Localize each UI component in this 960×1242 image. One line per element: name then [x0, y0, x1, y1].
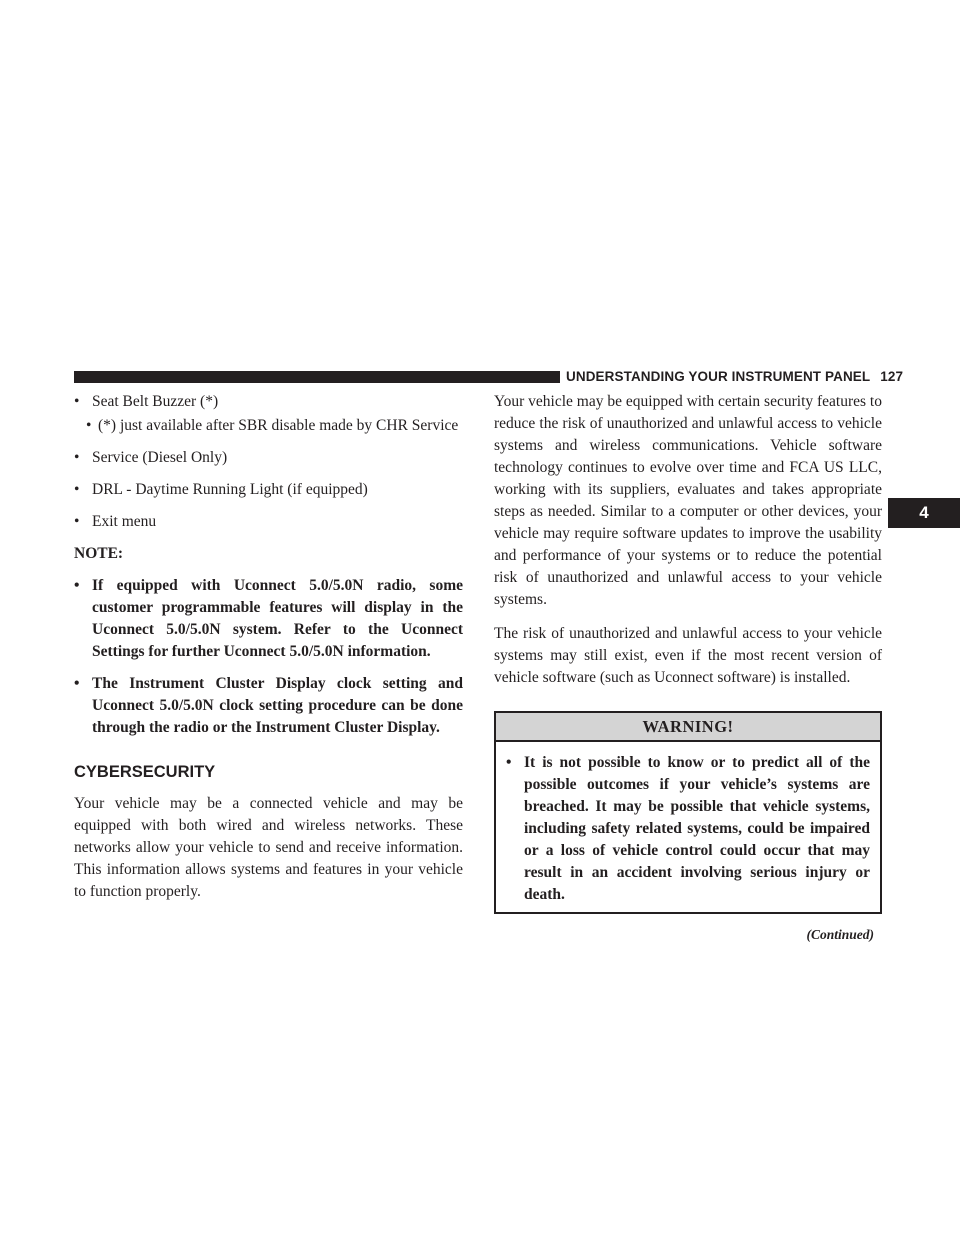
chapter-tab: 4 — [888, 498, 960, 528]
sub-list-item: • (*) just available after SBR disable made by CHR Service — [88, 415, 463, 437]
running-header — [566, 368, 903, 386]
continued-label: (Continued) — [806, 927, 874, 942]
note-label: NOTE: — [74, 545, 124, 562]
list-item: • Exit menu — [74, 511, 463, 533]
paragraph: Your vehicle may be equipped with certain security features to reduce the risk of unauthorized and unlawful access to vehicle systems and wireless communications. Vehicle software technology continues to evolve over time and FCA US LLC, working with its suppliers, evaluates and takes appropriate steps as needed. Similar to a computer or other devices, your vehicle may require software updates to improve the usability and performance of your systems or to reduce the potential risk of unauthorized and unlawful access to your vehicle systems. — [494, 393, 882, 608]
list-item: • DRL - Daytime Running Light (if equipped) — [74, 479, 463, 501]
right-column — [494, 391, 882, 946]
paragraph: The risk of unauthorized and unlawful access to your vehicle systems may still exist, even if the most recent version of vehicle software (such as Uconnect software) is installed. — [494, 625, 882, 686]
note-item: • The Instrument Cluster Display clock setting and Uconnect 5.0/5.0N clock setting procedure can be done through the radio or the Instrument Cluster Display. — [74, 673, 463, 739]
list-item: • Service (Diesel Only) — [74, 447, 463, 469]
header-rule — [74, 371, 560, 383]
header-title: UNDERSTANDING YOUR INSTRUMENT PANEL — [566, 369, 871, 384]
section-paragraph: Your vehicle may be a connected vehicle and may be equipped with both wired and wireless networks. These networks allow your vehicle to send and receive information. This information allows systems and features in your vehicle to function properly. — [74, 795, 463, 900]
left-column — [74, 391, 463, 915]
section-heading: CYBERSECURITY — [74, 763, 216, 781]
warning-title: WARNING! — [496, 713, 880, 742]
page-number: 127 — [880, 369, 904, 384]
warning-box — [494, 711, 882, 914]
warning-item: • It is not possible to know or to predict all of the possible outcomes if your vehicle’s systems are breached. It may be possible that vehicle systems, including safety related systems, could be impaired or a loss of vehicle control could occur that may result in an accident involving serious injury or death. — [506, 752, 870, 906]
warning-body — [496, 742, 880, 912]
note-item: • If equipped with Uconnect 5.0/5.0N radio, some customer programmable features will display in the Uconnect 5.0/5.0N system. Refer to the Uconnect Settings for further Uconnect 5.0/5.0N information. — [74, 575, 463, 663]
list-item: • Seat Belt Buzzer (*) — [74, 391, 463, 413]
